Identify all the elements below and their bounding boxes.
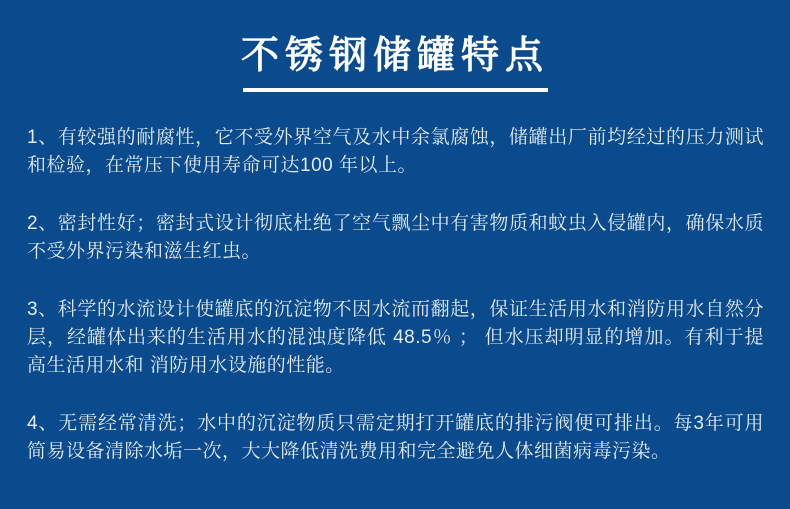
title-underline bbox=[243, 88, 548, 92]
feature-list bbox=[0, 124, 790, 466]
feature-paragraph-2: 2、密封性好；密封式设计彻底杜绝了空气飘尘中有害物质和蚊虫入侵罐内，确保水质不受外界污染和滋生红虫。 bbox=[27, 213, 764, 262]
page-title: 不锈钢储罐特点 bbox=[240, 35, 549, 77]
feature-paragraph-4: 4、无需经常清洗；水中的沉淀物质只需定期打开罐底的排污阀便可排出。每3年可用简易设备清除水垢一次，大大降低清洗费用和完全避免人体细菌病毒污染。 bbox=[27, 413, 764, 462]
feature-paragraph-3: 3、科学的水流设计使罐底的沉淀物不因水流而翻起，保证生活用水和消防用水自然分层，经罐体出来的生活用水的混浊度降低 48.5％ ； 但水压却明显的增加。有利于提高生活用水和 消防用水设施的性能。 bbox=[27, 299, 764, 376]
header bbox=[0, 0, 790, 92]
feature-paragraph-1: 1、有较强的耐腐性，它不受外界空气及水中余氯腐蚀，储罐出厂前均经过的压力测试和检验，在常压下使用寿命可达100 年以上。 bbox=[27, 127, 764, 176]
